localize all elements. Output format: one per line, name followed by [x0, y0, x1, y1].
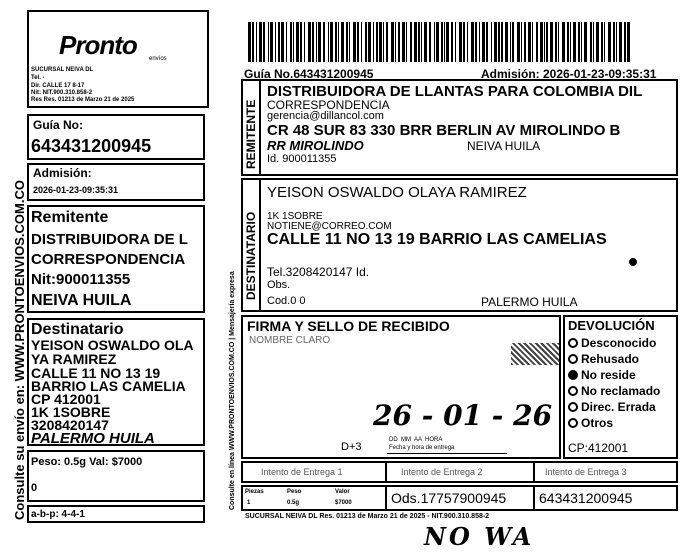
- rem-line2: CORRESPONDENCIA: [267, 98, 390, 112]
- stub-dest-line2: YA RAMIREZ: [31, 351, 117, 367]
- dev-option-label: No reclamado: [581, 384, 661, 398]
- destinatario-section: [241, 178, 678, 312]
- stub-guia-number: 643431200945: [31, 136, 152, 156]
- radio-icon: [568, 354, 578, 364]
- logo-text: Pronto: [59, 30, 137, 60]
- dev-option-label: Rehusado: [581, 352, 640, 366]
- dest-addr: CALLE 11 NO 13 19 BARRIO LAS CAMELIAS: [267, 231, 607, 248]
- stub-admision-label: Admisión:: [33, 166, 92, 180]
- piezas-label: Piezas: [245, 489, 264, 495]
- radio-icon: [568, 386, 578, 396]
- intento-sep1: [385, 463, 387, 481]
- valor-value: $7000: [335, 500, 352, 506]
- dev-option-desconocido[interactable]: [568, 335, 660, 351]
- stub-destinatario-label: Destinatario: [31, 321, 124, 338]
- stub-remitente-nit: Nit:900011355: [31, 271, 131, 288]
- radio-icon: [568, 338, 578, 348]
- dev-option-label: No reside: [581, 368, 636, 382]
- piezas-value: 1: [247, 500, 251, 506]
- devolucion-section: [563, 315, 678, 459]
- nombre-label: NOMBRE CLARO: [249, 335, 331, 346]
- intento-1: Intento de Entrega 1: [261, 467, 343, 477]
- rem-addr1: CR 48 SUR 83 330 BRR BERLIN AV MIROLINDO B: [267, 122, 621, 139]
- dest-email: NOTIENE@CORREO.COM: [267, 221, 392, 232]
- dev-option-no-reside[interactable]: [568, 367, 660, 383]
- remitente-vlabel: REMITENTE: [244, 99, 258, 169]
- details-row: [241, 485, 678, 511]
- destinatario-vlabel: DESTINATARIO: [244, 211, 258, 300]
- dev-cp: CP:412001: [568, 441, 629, 455]
- stub-nit: Nit: NIT.900.310.858-2: [31, 90, 93, 96]
- stub-route-box: [27, 505, 205, 523]
- fecha-line: [387, 453, 507, 454]
- dest-tel: Tel.3208420147 Id.: [267, 265, 370, 279]
- stub-dir: Dir. CALLE 17 8-17: [31, 83, 85, 89]
- rem-line1: DISTRIBUIDORA DE LLANTAS PARA COLOMBIA DIL: [267, 83, 643, 100]
- main-footer: SUCURSAL NEIVA DL Res. 01213 de Marzo 21 de 2025 - NIT.900.310.858-2: [245, 513, 490, 520]
- stub-remitente-box: [27, 205, 205, 313]
- valor-label: Valor: [335, 489, 350, 495]
- radio-icon: [568, 402, 578, 412]
- rem-id: Id. 900011355: [267, 153, 337, 165]
- stub-guia-box: [27, 114, 205, 160]
- dev-option-label: Desconocido: [581, 336, 657, 350]
- stub-admision-box: [27, 163, 205, 201]
- date-cols: DD MM AA HORA: [389, 437, 443, 443]
- stub-tel: Tel. -: [31, 75, 45, 81]
- stub-dest-line3: CALLE 11 NO 13 19: [31, 365, 161, 381]
- firma-label: FIRMA Y SELLO DE RECIBIDO: [247, 318, 450, 334]
- intento-3: Intento de Entrega 3: [545, 467, 627, 477]
- ink-spot: [629, 258, 637, 266]
- stub-dest-line7: 3208420147: [31, 417, 109, 433]
- middle-side-text: Consulte en línea WWW.PRONTOENVIOS.COM.CO | Mensajería expresa: [229, 271, 236, 510]
- dest-obs: Obs.: [267, 279, 291, 291]
- rem-email: gerencia@dillancol.com: [267, 110, 384, 122]
- stub-branch: SUCURSAL NEIVA DL: [31, 67, 94, 73]
- stub-remitente-label: Remitente: [31, 209, 109, 226]
- stub-peso-box: [27, 450, 205, 502]
- stub-res: Res Res. 01213 de Marzo 21 de 2025: [31, 97, 135, 103]
- d3-label: D+3: [341, 441, 362, 453]
- stub-remitente-city: NEIVA HUILA: [31, 292, 132, 309]
- dev-option-rehusado[interactable]: [568, 351, 660, 367]
- intento-2: Intento de Entrega 2: [401, 467, 483, 477]
- peso-value: 0.5g: [287, 500, 300, 506]
- radio-icon: [568, 418, 578, 428]
- devolucion-options: [568, 335, 660, 431]
- details-sep1: [385, 487, 387, 509]
- guia-box-value: 643431200945: [539, 490, 633, 506]
- peso-label: Peso: [287, 489, 302, 495]
- stub-zero: 0: [31, 482, 38, 494]
- intentos-row: [241, 461, 678, 483]
- pronto-logo: [59, 30, 137, 61]
- details-sep2: [533, 487, 535, 509]
- stub-destinatario-box: [27, 318, 205, 446]
- stub-dest-line5: CP 412001: [31, 391, 101, 407]
- stub-admision-value: 2026-01-23-09:35:31: [33, 185, 119, 195]
- rem-addr2: RR MIROLINDO: [267, 138, 364, 153]
- dest-name: YEISON OSWALDO OLAYA RAMIREZ: [267, 184, 527, 201]
- stub-header-box: [27, 10, 209, 108]
- fecha-label: Fecha y hora de entrega: [389, 445, 455, 451]
- dest-pkg: 1K 1SOBRE: [267, 211, 323, 222]
- dev-option-label: Otros: [581, 416, 614, 430]
- handwritten-date: 26 - 01 - 26: [373, 399, 553, 432]
- stub-remitente-line2: CORRESPONDENCIA: [31, 251, 186, 268]
- rem-city: NEIVA HUILA: [467, 139, 541, 153]
- firma-section: [241, 315, 561, 459]
- logo-sub: envíos: [149, 56, 167, 62]
- stub-dest-line4: BARRIO LAS CAMELIA: [31, 378, 186, 394]
- main-admision-header: Admisión: 2026-01-23-09:35:31: [481, 67, 657, 81]
- dest-cod: Cod.0 0: [267, 295, 306, 307]
- devolucion-label: DEVOLUCIÓN: [568, 318, 655, 333]
- ods-value: Ods.17757900945: [391, 490, 507, 506]
- stub-route: a-b-p: 4-4-1: [31, 509, 85, 520]
- dev-option-direc-errada[interactable]: [568, 399, 660, 415]
- radio-checked-icon: [568, 370, 578, 380]
- stub-dest-line1: YEISON OSWALDO OLA: [31, 337, 194, 353]
- dev-option-otros[interactable]: [568, 415, 660, 431]
- stub-dest-line8: PALERMO HUILA: [31, 430, 155, 447]
- dev-option-no-reclamado[interactable]: [568, 383, 660, 399]
- handwritten-bottom: NO WA: [424, 522, 535, 551]
- dest-city: PALERMO HUILA: [481, 295, 578, 309]
- stamp-smudge: [511, 343, 559, 365]
- intento-sep2: [533, 463, 535, 481]
- barcode: [248, 22, 678, 62]
- stub-peso: Peso: 0.5g Val: $7000: [31, 456, 143, 468]
- stub-remitente-line1: DISTRIBUIDORA DE L: [31, 231, 188, 248]
- stub-dest-line6: 1K 1SOBRE: [31, 404, 111, 420]
- side-url-text: Consulte su envío en: WWW.PRONTOENVIOS.COM.CO: [12, 180, 27, 520]
- dev-option-label: Direc. Errada: [581, 400, 656, 414]
- stub-guia-label: Guía No:: [33, 118, 83, 132]
- remitente-section: [241, 79, 678, 176]
- main-guia-header: Guía No.643431200945: [244, 67, 374, 81]
